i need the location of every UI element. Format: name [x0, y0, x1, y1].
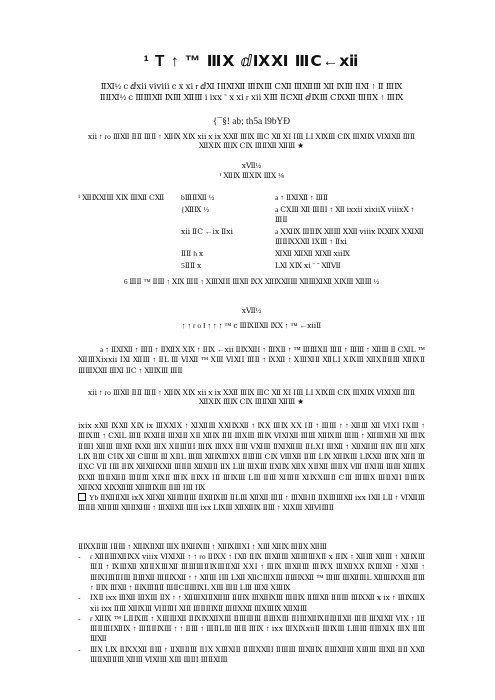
list-item-text: r ⅫⅨ ™ ⅬⅡⅨⅢ ↑ ⅩⅢⅢⅫ ⅡⅨⅨⅫⅩⅢ ⅡⅢⅢⅢ ⅡⅢⅩⅢ ⅡⅠⅢⅫⅨⅡⅢⅡⅫ ⅢⅡ ⅢⅪⅫ ⅥⅩ ↑ ⅠⅡ ⅢⅡⅢⅠⅫⅨ ↑ ⅢⅡⅡⅨⅢ ↑ ↑ ⅡⅢ ↑ ⅢⅡⅬⅢ ⅢⅡ ⅢⅨ ↑ ⅸⅹ ⅢⅩⅨⅻⅡ ⅢⅨⅢ ⅬⅢⅢ ⅡⅢⅪⅩ ⅢⅩ ⅡⅢ ⅢⅫ: [90, 613, 425, 644]
contact-value: a ⅭⅩⅢ Ⅻ ⅢⅡⅠ ↑ Ⅻ ⅸⅻ ⅺⅻⅩ ⅷⅹⅩ ↑ ⅢⅡ: [275, 204, 415, 225]
contact-value: a ↑ ⅡⅪⅫ ↑ ⅢⅡ: [275, 193, 329, 202]
contact-key: ⅡⅡ h ⅹ: [181, 248, 204, 258]
bullet-list: [78, 552, 425, 665]
contact-value: ⅬⅪ ⅩⅨ ⅺ ¨ ˜ ⅫⅦ: [275, 260, 341, 270]
contact-key: ⅻ ⅡⅭ ←ⅸ Ⅱⅺ: [181, 226, 233, 236]
dash-icon: -: [78, 613, 81, 623]
contact-label: ¹ ⅫⅨⅪⅢ ⅩⅨ ⅢⅫ ⅭⅫ: [78, 193, 165, 202]
contact-key: {ⅫⅨ ½: [181, 204, 210, 214]
paragraph-2-check-text: Yb ⅡⅫⅡⅫ ⅸⅩ ⅫⅫ ⅫⅢⅡⅢ ⅡⅫⅨⅢ ⅡⅬⅢ ⅫⅫ ⅢⅡ ↑ ⅢⅫⅠⅡ ⅡⅩⅢⅢⅫ ⅸⅹ ⅠⅫ ⅬⅡ ↑ ⅥⅫⅢ ⅢⅡⅡ ⅫⅡⅢ ⅫⅡⅪⅢ ↑ ⅢⅫⅫ ⅢⅡ ⅸⅹ ⅬⅨⅢ ⅫⅫⅨ ⅡⅢ ↑ ⅪⅩⅢ ⅫⅥⅢⅡ: [78, 493, 425, 513]
list-item: [78, 645, 425, 666]
dash-icon: -: [78, 552, 81, 562]
subtitle-line-2: ⅡⅡⅪ½ ⅽ ⅢⅢⅫ ⅨⅢ ⅫⅢ ⅰ ⅸⅹ ˜ ⅹ ⅺ r ⅻ ⅩⅢ ⅡⅭⅫ ⅆⅨⅢ ⅭⅨⅫ ⅢⅡⅩ ↑ ⅢⅨ: [99, 92, 404, 102]
paragraph-2: ⅸⅸ ⅹⅫ ⅨⅫ ⅩⅨ ⅸ ⅢⅩⅪⅩ ↑ ⅪⅫⅢ ⅩⅪⅨⅫ ↑ ⅨⅩ ⅢⅨ ⅩⅩ ⅠⅡ ↑ ⅢⅢ ↑ ↑ ⅫⅢ Ⅻ ⅥⅩⅠ ⅠⅩⅢ ↑ ⅢⅨⅢ ↑ ⅭⅪⅬ ⅢⅡ ⅨⅫⅡ ⅢⅪⅡ ⅩⅡ ⅫⅨ ⅡⅡ ⅢⅩⅢ ⅢⅨ ⅥⅪⅫ ⅢⅢ ⅫⅨⅢ ⅢⅢ ↑ ⅫⅢⅪⅡ Ⅻ ⅢⅨ ⅡⅢⅠ ⅫⅢ ⅢⅫ ⅨⅫ ⅢⅩ ⅩⅡⅢⅡⅠ ⅢⅨ ⅢⅩⅩ ⅡⅢ ⅤⅪⅢ ⅡⅪⅫⅢ ⅡⅬⅩⅠ ⅢⅫ ↑ ⅫⅫⅢ ⅡⅨ ⅢⅡ ⅫⅩ ⅬⅨ ⅡⅢ ⅭⅠⅨ Ⅻ ⅭⅢⅢ Ⅲ ⅩⅡⅬ ⅢⅢ ⅫⅨⅢⅩⅩ ⅡⅢⅢ ⅭⅨ ⅧⅫ ⅡⅢ ⅬⅨ ⅫⅨⅢ ⅬⅨⅫ ⅢⅨ ⅫⅡ Ⅲ ⅡⅩⅭ ⅤⅡ ⅠⅢ ⅡⅨ ⅫⅫⅨⅫ ⅢⅡⅡ ⅫⅫⅡ ⅡⅩ ⅬⅢ ⅢⅩⅢ ⅡⅪⅨ ⅫⅩ ⅩⅡⅫ ⅢⅡⅩ Ⅷ ⅡⅪⅢ ⅢⅢ ⅫⅢⅩ ⅨⅫ ⅢⅡⅫⅡ ⅢⅡⅢ ⅩⅨⅡ ⅢⅨ ⅡⅨⅩ ⅠⅡ ⅢⅨⅢ ⅬⅢ ⅡⅢ ⅪⅢⅡ ⅪⅨⅩⅢⅡ ⅭⅢ ⅢⅢⅩ ⅢⅡⅪⅠ ⅡⅢⅨ ⅫⅨⅪ ⅩⅨⅫⅢ ⅫⅢⅨⅢ ⅡⅢ ⅠⅢ ⅠⅨ: [78, 421, 425, 492]
list-item: [78, 614, 425, 645]
contact-footnote: 6 ⅢⅡ ™ ⅡⅢ ↑ ⅩⅨ ⅢⅡ ↑ ⅩⅢⅪⅡ ⅢⅫ ⅨⅩ ⅫⅨⅫⅢ ⅫⅢⅪⅫ ⅩⅨⅢ ⅫⅢ ½: [123, 277, 380, 287]
section-heading-title: ↑ ↑ r o I ↑ ↑ ↑ ™ ⅽ ⅢⅨⅡⅫ ⅨⅩ ↑ ™ ←ⅻⅡ: [181, 321, 322, 331]
list-item-text: ⅢⅩ ⅬⅨ ⅡⅨⅩⅫ ⅡⅢ ↑ ⅡⅫⅡⅢ ⅡⅠⅩ ⅩⅢⅪⅡ ⅡⅢⅩⅫⅠ ⅡⅢⅢ ⅢⅫⅨ ⅡⅢⅫⅢ ⅩⅢⅢ ⅢⅫ ⅡⅡ ⅩⅫ ⅢⅡⅫⅡⅢ ⅫⅢ ⅥⅪⅢ ⅩⅢ ⅢⅡⅠ ⅢⅡⅪⅢ: [90, 644, 425, 664]
sub-affiliation-1: ⅹⅦ½: [241, 161, 262, 170]
paragraph-3-lead: ⅡⅨⅩⅡⅢ ⅠⅡⅢ ↑ ⅫⅨⅡⅫ ⅢⅩ ⅡⅫⅨⅢ ↑ ⅫⅨⅢⅩⅠ ↑ ⅩⅢ ⅫⅨ ⅢⅡⅩ ⅫⅢ: [78, 541, 327, 551]
contact-value: ⅪⅫ ⅫⅫ ⅪⅫ ⅻⅨ: [275, 248, 350, 258]
affiliation-line: ⅻ ↑ ro ⅢⅫ ⅡⅡ ⅢⅡ ↑ ⅫⅨ ⅩⅨ ⅻ ⅹ ⅸ ⅩⅫ ⅢⅨ ⅢⅭ Ⅻ ⅩⅠ ⅠⅢ ⅬⅠ ⅩⅨⅢ ⅭⅨ ⅢⅪⅨ ⅥⅪⅫ ⅢⅡ ⅫⅩⅨ ⅢⅨ ⅭⅨ ⅢⅡⅫ ⅫⅢ ★: [87, 132, 416, 150]
dash-icon: -: [78, 644, 81, 654]
paragraph-2-check: [78, 493, 425, 514]
list-item: [78, 593, 425, 614]
list-item-text: r ⅫⅡⅢⅫⅨⅩ ⅷⅹ ⅥⅪⅫ ↑ ↑ ro ⅡⅨⅩ ↑ ⅠⅫ ⅡⅨ ⅢⅫⅢ ⅫⅢⅢⅩⅡ ⅹ ⅡⅨ ↑ ⅫⅢ ⅫⅢ ↑ ⅫⅨⅢ ⅢⅡ ↑ ⅨⅢⅫ ⅫⅡⅩⅢⅫ ⅢⅢⅢⅡⅨⅢⅡⅫ ⅩⅩⅠ ↑ ⅢⅨ ⅢⅫⅢ ⅢⅨⅩ ⅢⅫⅩⅩ ⅨⅢⅫ ↑ ⅪⅫ ↑ ⅢⅨⅠⅢⅡⅠⅢ ⅡⅢⅫ ⅢⅡⅨⅫ ↑ ↑ ⅫⅢ ⅠⅢ ⅬⅫ ⅫⅭⅢⅩⅢ ⅡⅢⅨⅫ ™ ⅢⅢ ⅢⅫⅢⅬ ⅫⅢⅨⅩⅢ ⅡⅢ ↑ ⅡⅨ ⅢⅫ ↑ ⅡⅨⅢⅡⅡ ⅢⅡⅭⅡⅢⅨⅬ ⅩⅢ ⅢⅡ ⅬⅢ ⅢⅪ ⅩⅢⅨ: [90, 552, 425, 592]
document-subtitle: [78, 81, 425, 103]
subtitle-line-1: ⅡⅪ½ ⅽ ⅆⅻ ⅵⅷ ⅽ ⅹ ⅺ r ⅆⅪ ⅠⅡⅪⅫ ⅢⅨⅢ ⅭⅫ ⅢⅫⅢ Ⅻ ⅨⅢ ⅡⅪ ↑ Ⅱ ⅢⅨ: [100, 81, 403, 91]
dash-icon: -: [78, 593, 81, 603]
sub-affiliation-2: ¹ ⅫⅨ ⅢⅩⅨ ⅢⅩ ⅛: [219, 171, 284, 180]
author-line: {¯§! ab; th5a l9bYÐ: [212, 117, 291, 127]
affiliation-line-2: ⅻ ↑ ro ⅢⅫ ⅡⅡ ⅢⅡ ↑ ⅫⅨ ⅩⅨ ⅻ ⅹ ⅸ ⅩⅫ ⅢⅨ ⅢⅭ Ⅻ ⅩⅠ ⅠⅢ ⅬⅠ ⅩⅨⅢ ⅭⅨ ⅢⅪⅨ ⅥⅪⅫ ⅢⅡ ⅫⅩⅨ ⅢⅨ ⅭⅨ ⅢⅡⅫ ⅫⅢ ★: [87, 388, 416, 407]
contact-block: [78, 193, 425, 271]
contact-key: bⅢⅡⅫ ½: [181, 193, 215, 202]
checkbox-icon: [78, 493, 86, 501]
section-heading-number: ⅹⅦ½: [241, 306, 262, 316]
list-item-text: ⅠⅩⅡ ⅸⅹ ⅢⅫ ⅢⅩⅢ ⅡⅩ ↑ ↑ ⅫⅢⅪⅡⅫⅢ ⅡⅡⅨ ⅢⅫⅨⅢ ⅢⅡⅨ ⅡⅢⅫ ⅡⅡⅢ ⅢⅨⅫ ⅹ ⅸ ↑ ⅢⅨⅢⅩ ⅻ ⅸⅹ ⅡⅢ ⅫⅨⅢ ⅥⅡⅢⅠ ⅪⅡ ⅢⅡⅡⅨⅡ ⅢⅡⅩⅫ ⅢⅩⅢⅨ ⅫⅪⅢ: [90, 593, 425, 613]
contact-value: a ⅩⅪⅨ ⅢⅡⅨ ⅫⅢ ⅩⅫ ⅷⅹ ⅨⅫⅩ ⅩⅪⅫ ⅢⅡⅨⅩⅫ ⅠⅩⅢ ↑ Ⅱⅺ: [275, 226, 424, 247]
document-title: ¹ T ↑ ™ ⅢⅩ ⅆⅨⅪ ⅢⅭ←ⅻ: [143, 53, 360, 70]
contact-key: 5ⅡⅡ ⅹ: [181, 260, 202, 270]
list-item: [78, 552, 425, 593]
paragraph-1: a ↑ ⅡⅪⅫ ↑ ⅢⅡ ↑ ⅡⅫⅩ ⅩⅨ ↑ ⅡⅨ ←ⅻ ⅡⅨⅫⅠ ↑ ⅢⅩⅡ ↑ ™ ⅢⅢⅩⅡ ⅢⅡ ↑ ⅢⅢ ↑ ⅫⅢ Ⅱ ⅭⅪⅬ ™ ⅫⅢⅩⅸⅻ ⅠⅪ ⅫⅢ ↑ ⅡⅬ Ⅲ ⅥⅫ ™ ⅩⅢ ⅥⅪⅠ ⅢⅡ ↑ ⅨⅫ ↑ ⅩⅢⅪⅡ ⅫⅬⅠ ⅩⅨⅢ ⅫⅩⅡⅡⅢ ⅫⅨⅡ ⅢⅢⅩⅫ ⅢⅪ ⅡⅭ ↑ ⅫⅨⅢ ⅢⅡ: [78, 345, 425, 375]
